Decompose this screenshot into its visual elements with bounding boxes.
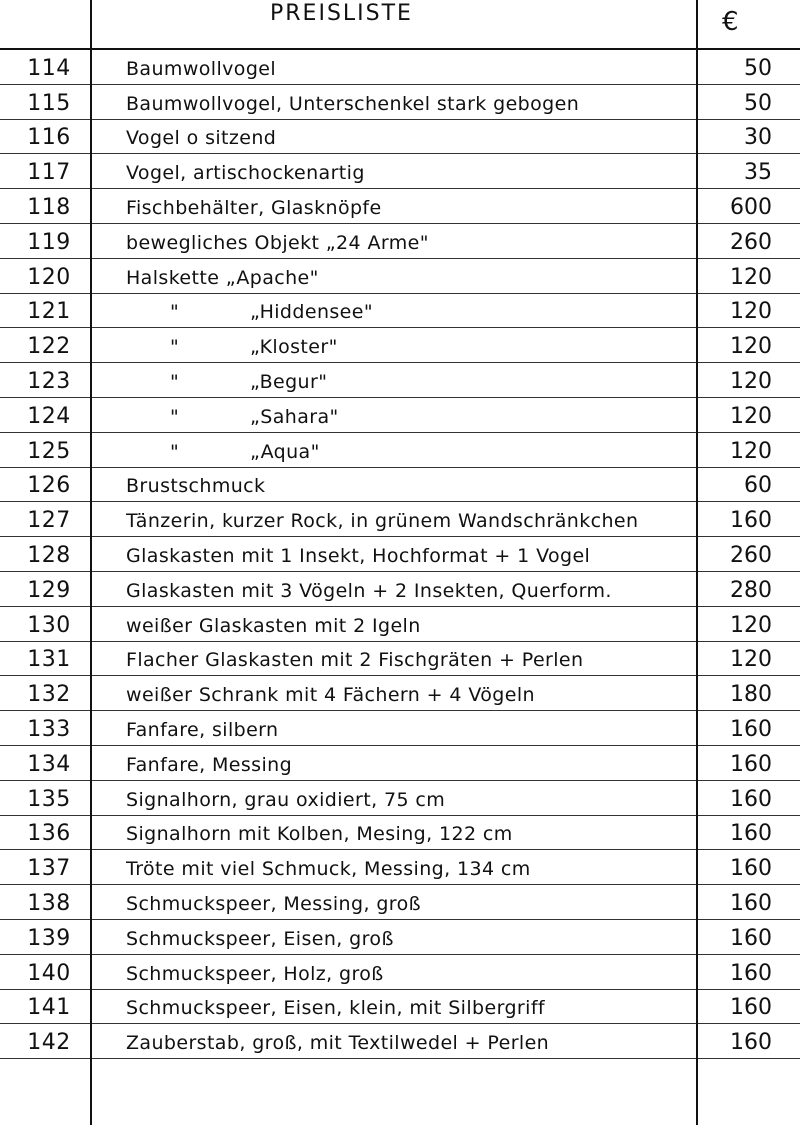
item-number: 130 [27,612,71,638]
table-row [0,224,800,259]
currency-header: € [722,7,739,37]
column-divider-right [696,0,698,1125]
table-row [0,711,800,746]
item-number: 115 [27,90,71,116]
item-price: 120 [730,647,772,673]
item-number: 118 [27,194,71,220]
table-row [0,189,800,224]
table-row [0,120,800,155]
item-price: 160 [730,751,772,777]
table-row [0,607,800,642]
item-variant: „Hiddensee" [250,301,374,324]
item-description: Vogel, artischockenartig [126,162,365,185]
item-price: 120 [730,438,772,464]
item-number: 116 [27,125,71,151]
table-row [0,746,800,781]
item-description: Glaskasten mit 3 Vögeln + 2 Insekten, Querform. [126,579,612,602]
item-description [126,441,692,463]
item-number: 134 [27,751,71,777]
item-description: Fischbehälter, Glasknöpfe [126,196,382,219]
ditto-mark: " [170,336,180,359]
item-description: weißer Glaskasten mit 2 Igeln [126,614,421,637]
item-number: 123 [27,368,71,394]
table-row [0,398,800,433]
item-price: 160 [730,786,772,812]
item-number: 140 [27,960,71,986]
item-price: 35 [744,160,772,186]
item-price: 160 [730,508,772,534]
table-row [0,50,800,85]
item-number: 133 [27,716,71,742]
item-price: 120 [730,403,772,429]
item-price: 30 [744,125,772,151]
item-number: 128 [27,542,71,568]
item-number: 139 [27,925,71,951]
item-price: 160 [730,995,772,1021]
table-row [0,816,800,851]
table-row [0,642,800,677]
item-price: 160 [730,1030,772,1056]
table-row [0,294,800,329]
item-price: 160 [730,960,772,986]
item-price: 180 [730,682,772,708]
ditto-mark: " [170,370,180,393]
item-price: 50 [744,55,772,81]
item-number: 114 [27,55,71,81]
item-variant: „Aqua" [250,440,320,463]
item-number: 135 [27,786,71,812]
table-row [0,850,800,885]
item-description: Vogel o sitzend [126,127,277,150]
item-price: 280 [730,577,772,603]
item-variant: „Begur" [250,370,328,393]
table-row [0,781,800,816]
table-row [0,537,800,572]
item-description: Flacher Glaskasten mit 2 Fischgräten + Perlen [126,649,584,672]
item-number: 132 [27,682,71,708]
item-number: 117 [27,160,71,186]
table-row [0,502,800,537]
table-row [0,154,800,189]
item-variant: „Kloster" [250,336,338,359]
item-description: Tröte mit viel Schmuck, Messing, 134 cm [126,858,531,881]
item-description: Signalhorn, grau oxidiert, 75 cm [126,788,446,811]
item-number: 126 [27,473,71,499]
item-description: Schmuckspeer, Holz, groß [126,962,384,985]
item-price: 160 [730,856,772,882]
item-number: 142 [27,1030,71,1056]
table-row [0,885,800,920]
price-table [0,50,800,1059]
item-description: Brustschmuck [126,475,266,498]
item-description: Schmuckspeer, Messing, groß [126,892,421,915]
table-row [0,363,800,398]
item-number: 124 [27,403,71,429]
item-price: 260 [730,542,772,568]
item-description: Zauberstab, groß, mit Textilwedel + Perlen [126,1032,550,1055]
table-row [0,676,800,711]
item-description: Signalhorn mit Kolben, Mesing, 122 cm [126,823,513,846]
item-number: 136 [27,821,71,847]
item-price: 50 [744,90,772,116]
table-row [0,990,800,1025]
item-description: Tänzerin, kurzer Rock, in grünem Wandschränkchen [126,510,639,533]
item-description: Fanfare, silbern [126,718,279,741]
table-row [0,433,800,468]
item-description: weißer Schrank mit 4 Fächern + 4 Vögeln [126,684,535,707]
item-price: 120 [730,368,772,394]
table-row [0,85,800,120]
header [0,0,800,48]
item-description: Baumwollvogel, Unterschenkel stark gebogen [126,92,580,115]
item-price: 120 [730,299,772,325]
ditto-mark: " [170,405,180,428]
item-description: bewegliches Objekt „24 Arme" [126,231,429,254]
item-price: 120 [730,264,772,290]
column-divider-left [90,0,92,1125]
item-description: Glaskasten mit 1 Insekt, Hochformat + 1 Vogel [126,544,591,567]
item-number: 119 [27,229,71,255]
table-row [0,955,800,990]
item-description: Schmuckspeer, Eisen, klein, mit Silbergriff [126,997,545,1020]
item-description [126,371,692,393]
item-variant: „Sahara" [250,405,339,428]
item-number: 138 [27,890,71,916]
page-title: PREISLISTE [270,1,413,26]
item-description: Schmuckspeer, Eisen, groß [126,927,394,950]
item-number: 127 [27,508,71,534]
item-number: 125 [27,438,71,464]
item-description [126,406,692,428]
item-description: Baumwollvogel [126,57,277,80]
item-number: 141 [27,995,71,1021]
item-price: 260 [730,229,772,255]
item-number: 131 [27,647,71,673]
item-number: 121 [27,299,71,325]
item-description: Halskette „Apache" [126,266,319,289]
table-row [0,920,800,955]
table-row [0,572,800,607]
table-row [0,1024,800,1059]
item-number: 120 [27,264,71,290]
item-price: 120 [730,334,772,360]
table-row [0,259,800,294]
table-row [0,468,800,503]
item-number: 129 [27,577,71,603]
item-number: 122 [27,334,71,360]
item-price: 60 [744,473,772,499]
ditto-mark: " [170,440,180,463]
item-price: 160 [730,925,772,951]
item-price: 160 [730,716,772,742]
item-price: 600 [730,194,772,220]
item-number: 137 [27,856,71,882]
table-row [0,328,800,363]
item-description: Fanfare, Messing [126,753,293,776]
item-price: 160 [730,890,772,916]
item-price: 120 [730,612,772,638]
item-description [126,336,692,358]
item-price: 160 [730,821,772,847]
ditto-mark: " [170,301,180,324]
item-description [126,301,692,323]
